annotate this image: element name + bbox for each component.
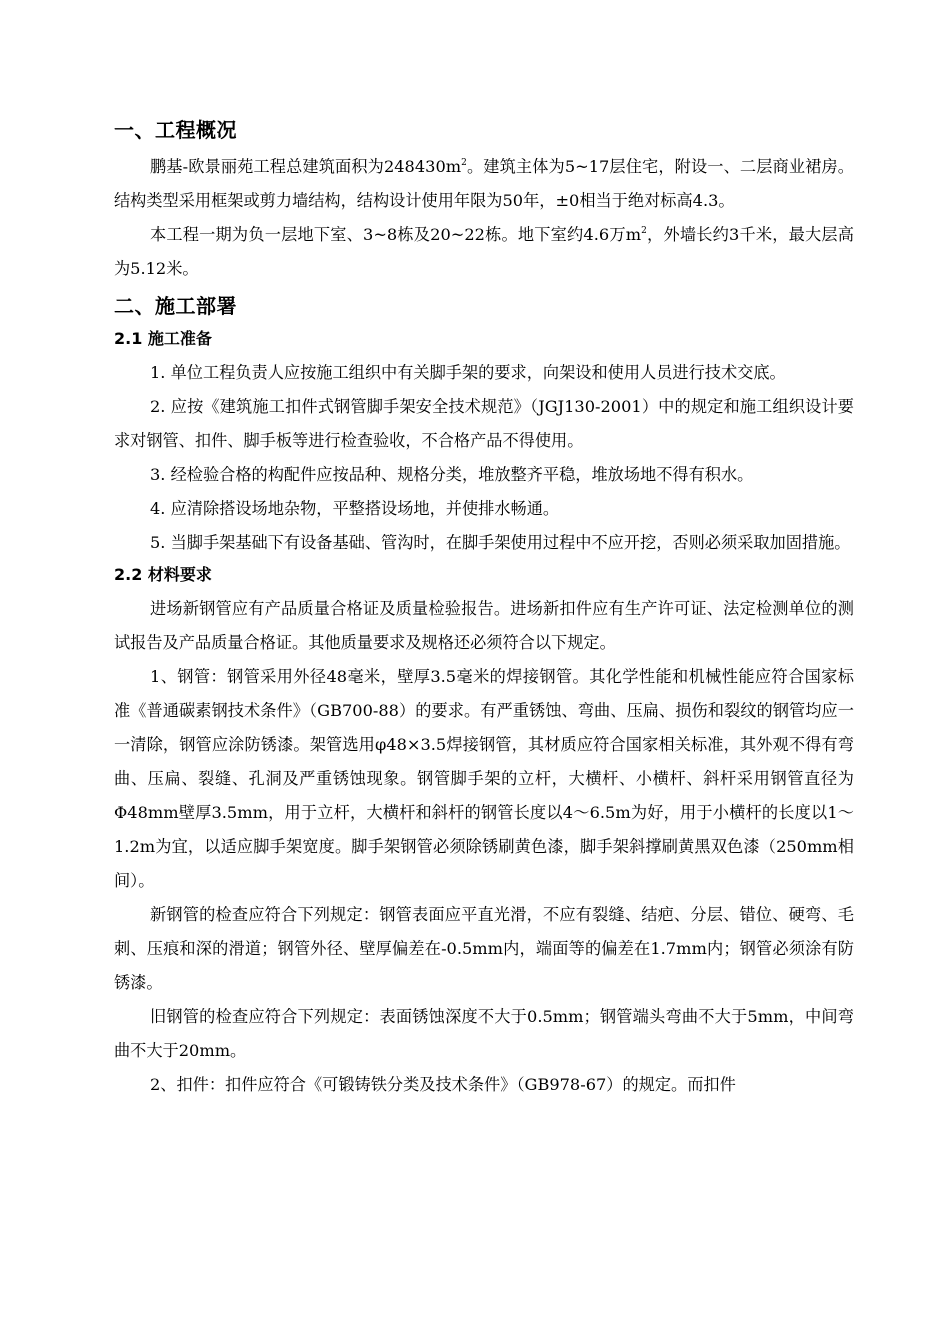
paragraph-text: 本工程一期为负一层地下室、3~8栋及20~22栋。地下室约4.6万m xyxy=(150,225,642,244)
preparation-item-2: 2. 应按《建筑施工扣件式钢管脚手架安全技术规范》（JGJ130-2001）中的规定和施工组织设计要求对钢管、扣件、脚手板等进行检查验收，不合格产品不得使用。 xyxy=(114,397,854,450)
section-1-heading: 一、工程概况 xyxy=(114,118,237,142)
section-1-paragraph-1 xyxy=(114,150,854,218)
subsection-2-1-heading: 2.1 施工准备 xyxy=(114,329,212,348)
paragraph-text: ，外墙长约3千米，最大层高为5.12米。 xyxy=(114,225,854,278)
preparation-item-3: 3. 经检验合格的构配件应按品种、规格分类，堆放整齐平稳，堆放场地不得有积水。 xyxy=(150,465,754,484)
new-pipe-paragraph: 新钢管的检查应符合下列规定：钢管表面应平直光滑，不应有裂缝、结疤、分层、错位、硬弯、毛刺、压痕和深的滑道；钢管外径、壁厚偏差在-0.5mm内，端面等的偏差在1.7mm内；钢管必须涂有防锈漆。 xyxy=(114,905,854,992)
subsection-2-2-heading: 2.2 材料要求 xyxy=(114,565,212,584)
preparation-item-4: 4. 应清除搭设场地杂物，平整搭设场地，并使排水畅通。 xyxy=(150,499,560,518)
steel-pipe-paragraph: 1、钢管：钢管采用外径48毫米，壁厚3.5毫米的焊接钢管。其化学性能和机械性能应符合国家标准《普通碳素钢技术条件》（GB700-88）的要求。有严重锈蚀、弯曲、压扁、损伤和裂纹的钢管均应一一清除，钢管应涂防锈漆。架管选用φ48×3.5焊接钢管，其材质应符合国家相关标准，其外观不得有弯曲、压扁、裂缝、孔洞及严重锈蚀现象。钢管脚手架的立杆，大横杆、小横杆、斜杆采用钢管直径为Φ48mm壁厚3.5mm，用于立杆，大横杆和斜杆的钢管长度以4～6.5m为好，用于小横杆的长度以1～1.2m为宜，以适应脚手架宽度。脚手架钢管必须除锈刷黄色漆，脚手架斜撑刷黄黑双色漆（250mm相间）。 xyxy=(114,667,854,890)
fastener-paragraph: 2、扣件：扣件应符合《可锻铸铁分类及技术条件》（GB978-67）的规定。而扣件 xyxy=(150,1075,736,1094)
old-pipe-paragraph: 旧钢管的检查应符合下列规定：表面锈蚀深度不大于0.5mm；钢管端头弯曲不大于5mm，中间弯曲不大于20mm。 xyxy=(114,1007,854,1060)
preparation-item-5: 5. 当脚手架基础下有设备基础、管沟时，在脚手架使用过程中不应开挖，否则必须采取加固措施。 xyxy=(150,533,851,552)
superscript: 2 xyxy=(461,158,467,168)
document-body xyxy=(114,112,854,1102)
section-2-heading: 二、施工部署 xyxy=(114,294,237,318)
superscript: 2 xyxy=(641,226,647,236)
section-1-paragraph-2 xyxy=(114,218,854,286)
paragraph-text: 。建筑主体为5~17层住宅，附设一、二层商业裙房。结构类型采用框架或剪力墙结构，结构设计使用年限为50年，±0相当于绝对标高4.3。 xyxy=(114,157,854,210)
materials-intro: 进场新钢管应有产品质量合格证及质量检验报告。进场新扣件应有生产许可证、法定检测单位的测试报告及产品质量合格证。其他质量要求及规格还必须符合以下规定。 xyxy=(114,599,854,652)
preparation-item-1: 1. 单位工程负责人应按施工组织中有关脚手架的要求，向架设和使用人员进行技术交底。 xyxy=(150,363,786,382)
paragraph-text: 鹏基-欧景丽苑工程总建筑面积为248430m xyxy=(150,157,462,176)
